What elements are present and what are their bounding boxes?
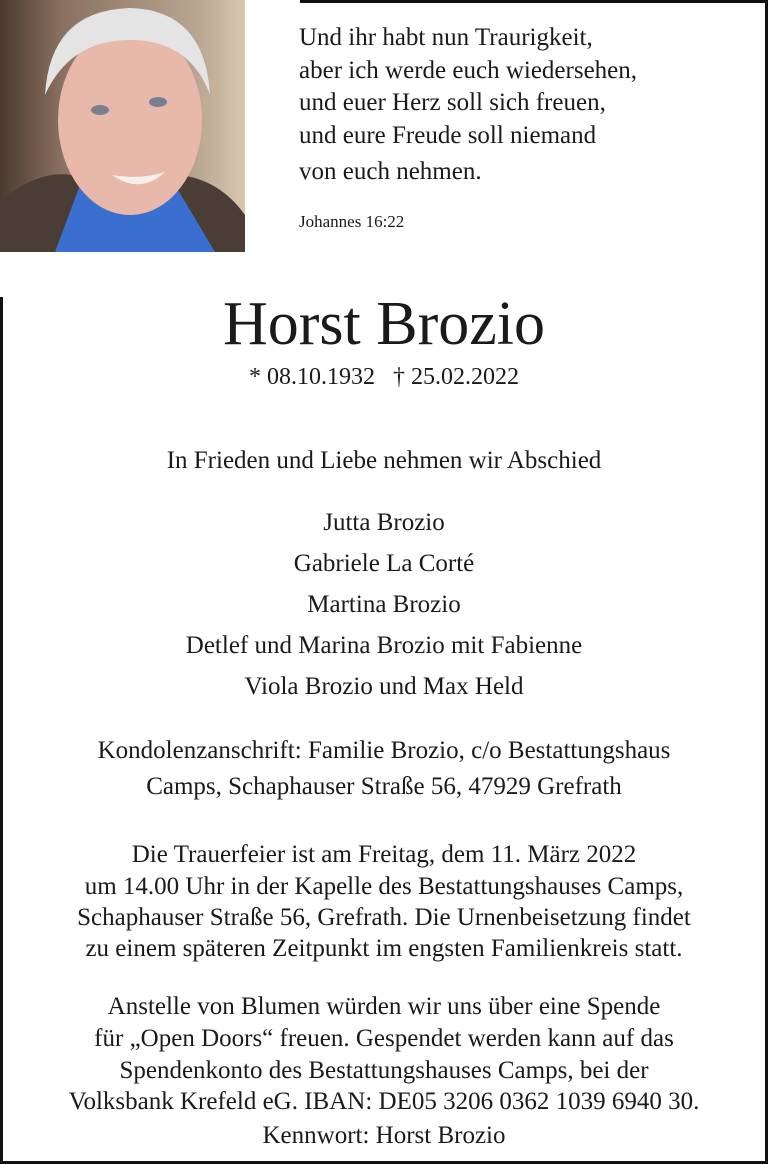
donation-info: für „Open Doors“ freuen. Gespendet werden kann auf das: [94, 1025, 674, 1052]
life-dates: * 08.10.1932 † 25.02.2022: [249, 364, 519, 390]
mourner-name: Jutta Brozio: [323, 509, 445, 536]
donation-info: Volksbank Krefeld eG. IBAN: DE05 3206 0362 1039 6940 30.: [68, 1088, 700, 1115]
mourner-name: Gabriele La Corté: [293, 550, 475, 577]
portrait-photo: [0, 0, 245, 252]
donation-info: Anstelle von Blumen würden wir uns über eine Spende: [107, 993, 661, 1020]
condolence-address: Kondolenzanschrift: Familie Brozio, c/o Bestattungshaus: [97, 737, 671, 764]
verse-line: und eure Freude soll niemand: [299, 121, 597, 149]
donation-info: Spendenkonto des Bestattungshauses Camps, bei der: [119, 1057, 649, 1084]
mourner-name: Martina Brozio: [307, 591, 461, 618]
verse-line: Und ihr habt nun Traurigkeit,: [299, 24, 593, 51]
service-info: zu einem späteren Zeitpunkt im engsten Familienkreis statt.: [85, 935, 683, 962]
verse-reference: Johannes 16:22: [299, 212, 405, 231]
service-info: Die Trauerfeier ist am Freitag, dem 11. März 2022: [131, 841, 637, 868]
deceased-name: Horst Brozio: [222, 290, 546, 358]
verse-line: aber ich werde euch wiedersehen,: [299, 56, 638, 84]
frame-top-border: [300, 0, 768, 3]
donation-keyword: Kennwort: Horst Brozio: [262, 1122, 506, 1149]
service-info: um 14.00 Uhr in der Kapelle des Bestattungshauses Camps,: [84, 873, 684, 900]
farewell-text: In Frieden und Liebe nehmen wir Abschied: [166, 447, 602, 474]
service-info: Schaphauser Straße 56, Grefrath. Die Urnenbeisetzung findet: [77, 904, 691, 931]
verse-line: und euer Herz soll sich freuen,: [299, 89, 606, 116]
mourner-name: Viola Brozio und Max Held: [244, 673, 524, 700]
condolence-address: Camps, Schaphauser Straße 56, 47929 Grefrath: [146, 773, 622, 800]
mourner-name: Detlef und Marina Brozio mit Fabienne: [185, 632, 583, 659]
bible-verse: [299, 22, 637, 189]
verse-line: von euch nehmen.: [299, 158, 482, 185]
